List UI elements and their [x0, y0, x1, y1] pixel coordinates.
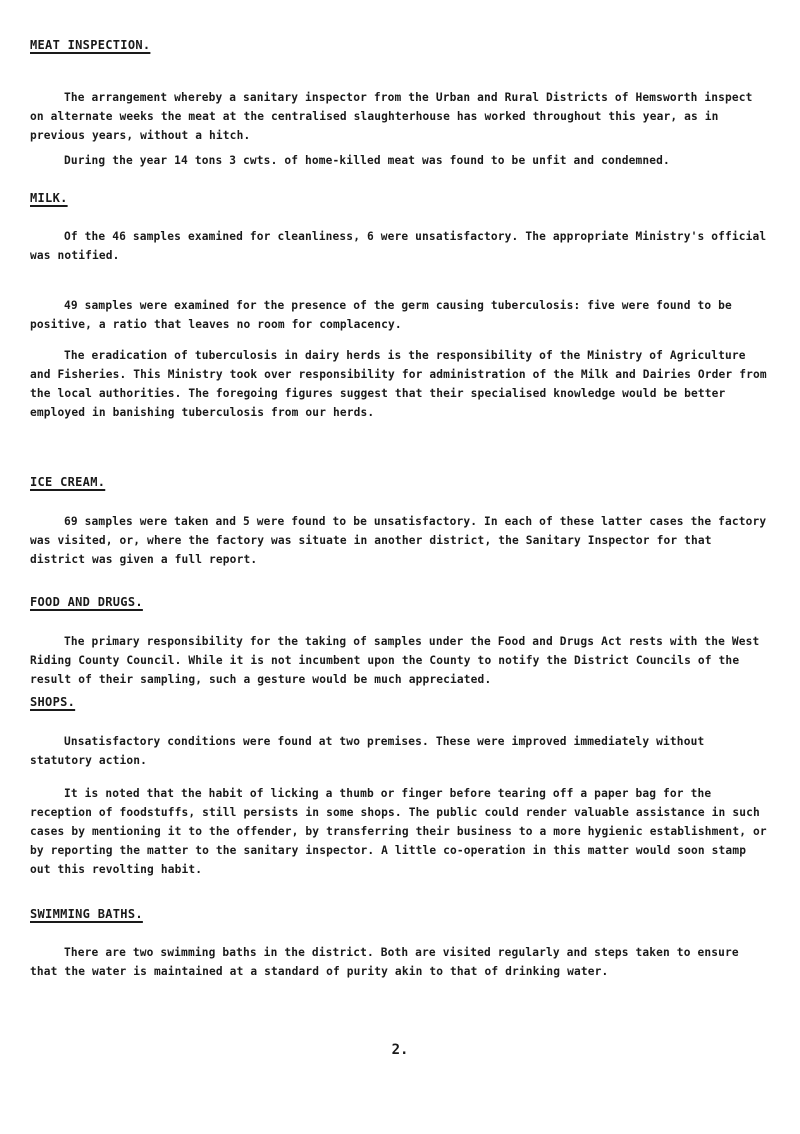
- page-number: 2.: [391, 1042, 409, 1058]
- milk-paragraph-1: Of the 46 samples examined for cleanliness, 6 were unsatisfactory. The appropriate Ministry's official was notified.: [30, 230, 767, 262]
- shops-paragraph-2: It is noted that the habit of licking a thumb or finger before tearing off a paper bag for the reception of foodstuffs, still persists in some shops. The public could render valuable assistance in such cases by mentioning it to the offender, by transferring their business to a more hygienic establishment, or by reporting the matter to the sanitary inspector. A little co-operation in this matter would soon stamp out this revolting habit.: [30, 787, 767, 876]
- shops-paragraph-1: Unsatisfactory conditions were found at two premises. These were improved immediately without statutory action.: [30, 735, 705, 767]
- milk-paragraph-2: 49 samples were examined for the presence of the germ causing tuberculosis: five were found to be positive, a ratio that leaves no room for complacency.: [30, 299, 732, 331]
- heading-ice-cream: ICE CREAM.: [30, 475, 106, 489]
- meat-paragraph-1: The arrangement whereby a sanitary inspector from the Urban and Rural Districts of Hemsworth inspect on alternate weeks the meat at the centralised slaughterhouse has worked throughout this year, as in previous years, without a hitch.: [30, 91, 753, 142]
- ice-cream-paragraph-1: 69 samples were taken and 5 were found to be unsatisfactory. In each of these latter cases the factory was visited, or, where the factory was situate in another district, the Sanitary Inspector for that district was given a full report.: [30, 515, 767, 566]
- heading-milk: MILK.: [30, 191, 68, 205]
- heading-food-and-drugs: FOOD AND DRUGS.: [30, 595, 143, 609]
- heading-shops: SHOPS.: [30, 695, 76, 709]
- meat-paragraph-2: During the year 14 tons 3 cwts. of home-killed meat was found to be unfit and condemned.: [64, 154, 670, 167]
- heading-swimming-baths: SWIMMING BATHS.: [30, 907, 143, 921]
- milk-paragraph-3: The eradication of tuberculosis in dairy herds is the responsibility of the Ministry of Agriculture and Fisheries. This Ministry took over responsibility for administration of the Milk and Dairies Order from the local authorities. The foregoing figures suggest that their specialised knowledge would be better employed in banishing tuberculosis from our herds.: [30, 349, 767, 419]
- swimming-paragraph-1: There are two swimming baths in the district. Both are visited regularly and steps taken to ensure that the water is maintained at a standard of purity akin to that of drinking water.: [30, 946, 739, 978]
- food-drugs-paragraph-1: The primary responsibility for the taking of samples under the Food and Drugs Act rests with the West Riding County Council. While it is not incumbent upon the County to notify the District Councils of the result of their sampling, such a gesture would be much appreciated.: [30, 635, 760, 686]
- heading-meat-inspection: MEAT INSPECTION.: [30, 38, 151, 52]
